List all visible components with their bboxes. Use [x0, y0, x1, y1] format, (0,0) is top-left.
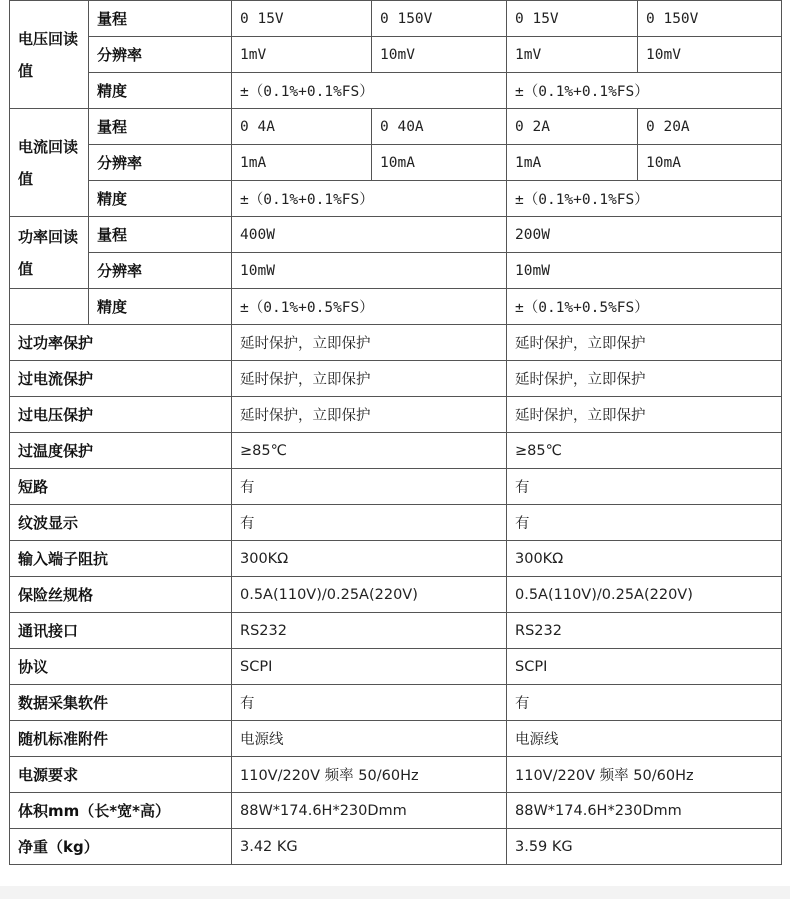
current-range-2: 0 40A	[372, 109, 507, 145]
spec-row-value-1: 0.5A(110V)/0.25A(220V)	[232, 577, 507, 613]
power-accuracy-1: ±（0.1%+0.5%FS）	[232, 289, 507, 325]
current-resolution-4: 10mA	[638, 145, 782, 181]
voltage-range-1: 0 15V	[232, 1, 372, 37]
spec-row	[10, 397, 782, 433]
spec-row-label: 体积mm（长*宽*高）	[10, 793, 232, 829]
spec-row-value-1: ≥85℃	[232, 433, 507, 469]
spec-row-value-1: 300KΩ	[232, 541, 507, 577]
spec-row	[10, 325, 782, 361]
voltage-range-row	[10, 1, 782, 37]
spec-row-value-1: 延时保护，立即保护	[232, 397, 507, 433]
spec-row-value-1: RS232	[232, 613, 507, 649]
spec-row	[10, 793, 782, 829]
spec-row-label: 过电流保护	[10, 361, 232, 397]
spec-row	[10, 433, 782, 469]
spec-table	[9, 0, 782, 865]
current-accuracy-label: 精度	[89, 181, 232, 217]
spec-row-value-1: 延时保护，立即保护	[232, 325, 507, 361]
spec-row-label: 随机标准附件	[10, 721, 232, 757]
spec-row-label: 过电压保护	[10, 397, 232, 433]
spec-row	[10, 577, 782, 613]
spec-row-value-2: 延时保护，立即保护	[507, 325, 782, 361]
power-accuracy-label: 精度	[89, 289, 232, 325]
spec-row-value-1: 电源线	[232, 721, 507, 757]
spec-row-value-2: 有	[507, 685, 782, 721]
voltage-resolution-4: 10mV	[638, 37, 782, 73]
current-group-label: 电流回读值	[10, 109, 89, 217]
current-range-label: 量程	[89, 109, 232, 145]
spec-row-label: 短路	[10, 469, 232, 505]
power-accuracy-blank	[10, 289, 89, 325]
spec-row	[10, 685, 782, 721]
current-accuracy-2: ±（0.1%+0.1%FS）	[507, 181, 782, 217]
voltage-resolution-row	[10, 37, 782, 73]
power-group-label: 功率回读值	[10, 217, 89, 289]
voltage-resolution-2: 10mV	[372, 37, 507, 73]
spec-row-value-1: 3.42 KG	[232, 829, 507, 865]
spec-row-value-2: 3.59 KG	[507, 829, 782, 865]
spec-row	[10, 361, 782, 397]
current-range-row	[10, 109, 782, 145]
spec-row-value-2: 延时保护，立即保护	[507, 397, 782, 433]
spec-table-body	[10, 1, 782, 865]
spec-row	[10, 613, 782, 649]
spec-row	[10, 721, 782, 757]
power-range-label: 量程	[89, 217, 232, 253]
voltage-range-2: 0 150V	[372, 1, 507, 37]
current-accuracy-1: ±（0.1%+0.1%FS）	[232, 181, 507, 217]
voltage-range-3: 0 15V	[507, 1, 638, 37]
voltage-group-label: 电压回读值	[10, 1, 89, 109]
voltage-accuracy-row	[10, 73, 782, 109]
current-range-3: 0 2A	[507, 109, 638, 145]
spec-row-value-2: 110V/220V 频率 50/60Hz	[507, 757, 782, 793]
spec-row-label: 净重（kg）	[10, 829, 232, 865]
power-resolution-2: 10mW	[507, 253, 782, 289]
spec-row-value-2: 300KΩ	[507, 541, 782, 577]
voltage-resolution-1: 1mV	[232, 37, 372, 73]
spec-row-label: 输入端子阻抗	[10, 541, 232, 577]
spec-row	[10, 469, 782, 505]
spec-row-value-2: ≥85℃	[507, 433, 782, 469]
spec-row-label: 纹波显示	[10, 505, 232, 541]
power-accuracy-2: ±（0.1%+0.5%FS）	[507, 289, 782, 325]
spec-row-label: 电源要求	[10, 757, 232, 793]
spec-row	[10, 541, 782, 577]
spec-row-label: 协议	[10, 649, 232, 685]
spec-row-value-1: 88W*174.6H*230Dmm	[232, 793, 507, 829]
power-resolution-row	[10, 253, 782, 289]
spec-row-value-1: 有	[232, 685, 507, 721]
current-resolution-3: 1mA	[507, 145, 638, 181]
spec-row-value-2: 有	[507, 505, 782, 541]
power-accuracy-row	[10, 289, 782, 325]
spec-row-value-2: SCPI	[507, 649, 782, 685]
voltage-range-4: 0 150V	[638, 1, 782, 37]
spec-row-value-2: 有	[507, 469, 782, 505]
spec-row	[10, 505, 782, 541]
voltage-accuracy-label: 精度	[89, 73, 232, 109]
current-resolution-1: 1mA	[232, 145, 372, 181]
voltage-range-label: 量程	[89, 1, 232, 37]
current-range-4: 0 20A	[638, 109, 782, 145]
spec-row-value-2: 0.5A(110V)/0.25A(220V)	[507, 577, 782, 613]
spec-row	[10, 829, 782, 865]
spec-row-label: 保险丝规格	[10, 577, 232, 613]
voltage-accuracy-2: ±（0.1%+0.1%FS）	[507, 73, 782, 109]
voltage-accuracy-1: ±（0.1%+0.1%FS）	[232, 73, 507, 109]
spec-row-label: 数据采集软件	[10, 685, 232, 721]
spec-row-value-1: 110V/220V 频率 50/60Hz	[232, 757, 507, 793]
power-range-row	[10, 217, 782, 253]
current-resolution-label: 分辨率	[89, 145, 232, 181]
voltage-resolution-3: 1mV	[507, 37, 638, 73]
power-resolution-1: 10mW	[232, 253, 507, 289]
power-resolution-label: 分辨率	[89, 253, 232, 289]
spec-row-label: 过温度保护	[10, 433, 232, 469]
spec-row-value-1: SCPI	[232, 649, 507, 685]
spec-row	[10, 649, 782, 685]
spec-row-value-1: 有	[232, 469, 507, 505]
spec-row-label: 过功率保护	[10, 325, 232, 361]
current-range-1: 0 4A	[232, 109, 372, 145]
power-range-1: 400W	[232, 217, 507, 253]
bottom-bar	[0, 886, 790, 899]
voltage-resolution-label: 分辨率	[89, 37, 232, 73]
spec-row	[10, 757, 782, 793]
spec-row-value-2: RS232	[507, 613, 782, 649]
current-accuracy-row	[10, 181, 782, 217]
current-resolution-row	[10, 145, 782, 181]
power-range-2: 200W	[507, 217, 782, 253]
spec-row-value-2: 电源线	[507, 721, 782, 757]
spec-row-value-2: 延时保护，立即保护	[507, 361, 782, 397]
spec-row-value-1: 有	[232, 505, 507, 541]
spec-row-label: 通讯接口	[10, 613, 232, 649]
current-resolution-2: 10mA	[372, 145, 507, 181]
spec-row-value-2: 88W*174.6H*230Dmm	[507, 793, 782, 829]
spec-row-value-1: 延时保护，立即保护	[232, 361, 507, 397]
